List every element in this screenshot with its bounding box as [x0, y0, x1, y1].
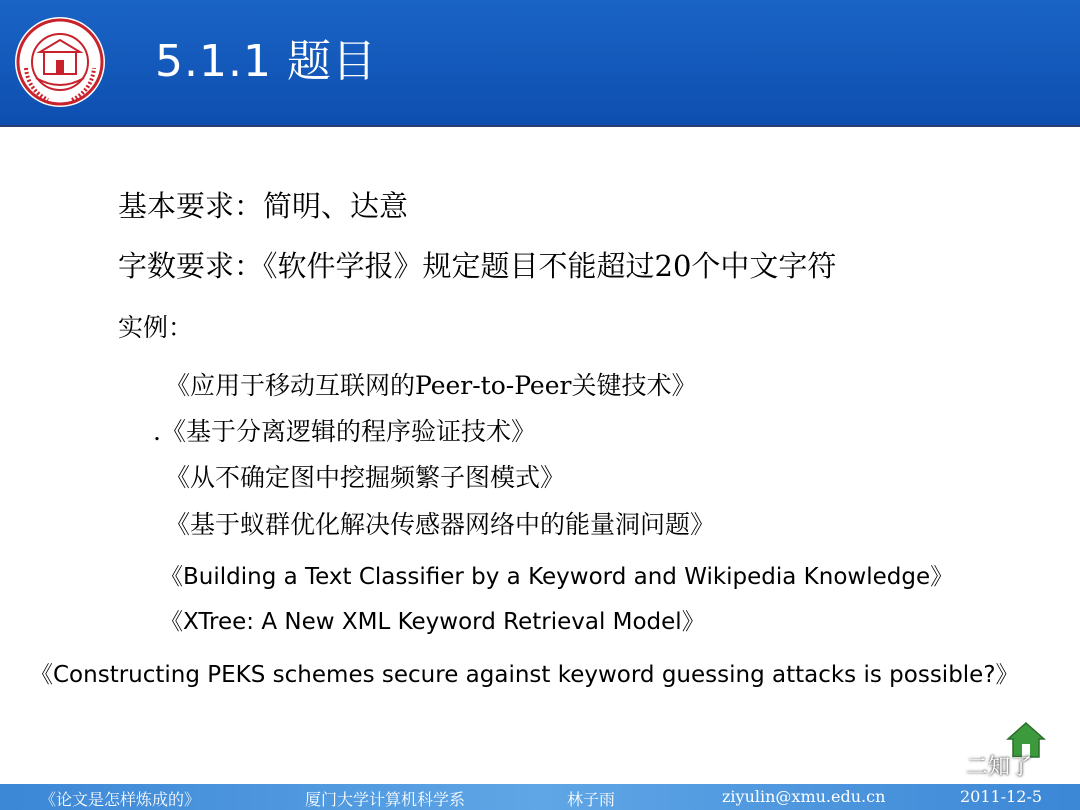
example-item: 《基于蚁群优化解决传感器网络中的能量洞问题》 [165, 510, 716, 539]
example-item: 《从不确定图中挖掘频繁子图模式》 [165, 463, 566, 492]
example-item: 《Constructing PEKS schemes secure against keyword guessing attacks is possible?》 [30, 662, 1019, 688]
slide-header [0, 0, 1080, 127]
wechat-watermark [930, 748, 1032, 782]
wechat-icon [930, 752, 960, 778]
slide-title: 5.1.1 题目 [155, 36, 377, 87]
example-item: .《基于分离逻辑的程序验证技术》 [153, 417, 536, 446]
footer-date: 2011-12-5 [960, 787, 1043, 806]
examples-label: 实例： [118, 313, 194, 342]
slide-footer [0, 784, 1080, 810]
requirement-length: 字数要求：《软件学报》规定题目不能超过20个中文字符 [118, 249, 837, 283]
footer-email: ziyulin@xmu.edu.cn [722, 787, 886, 806]
requirement-basic: 基本要求：简明、达意 [118, 189, 409, 223]
university-seal-logo [14, 16, 106, 108]
footer-author: 林子雨 [567, 790, 616, 809]
example-item: 《XTree: A New XML Keyword Retrieval Model》 [160, 609, 705, 635]
footer-course: 《论文是怎样炼成的》 [40, 790, 201, 809]
footer-department: 厦门大学计算机科学系 [305, 790, 466, 809]
example-item: 《应用于移动互联网的Peer-to-Peer关键技术》 [165, 371, 697, 400]
watermark-text: 二知了 [966, 754, 1033, 780]
example-item: 《Building a Text Classifier by a Keyword and Wikipedia Knowledge》 [160, 564, 954, 590]
